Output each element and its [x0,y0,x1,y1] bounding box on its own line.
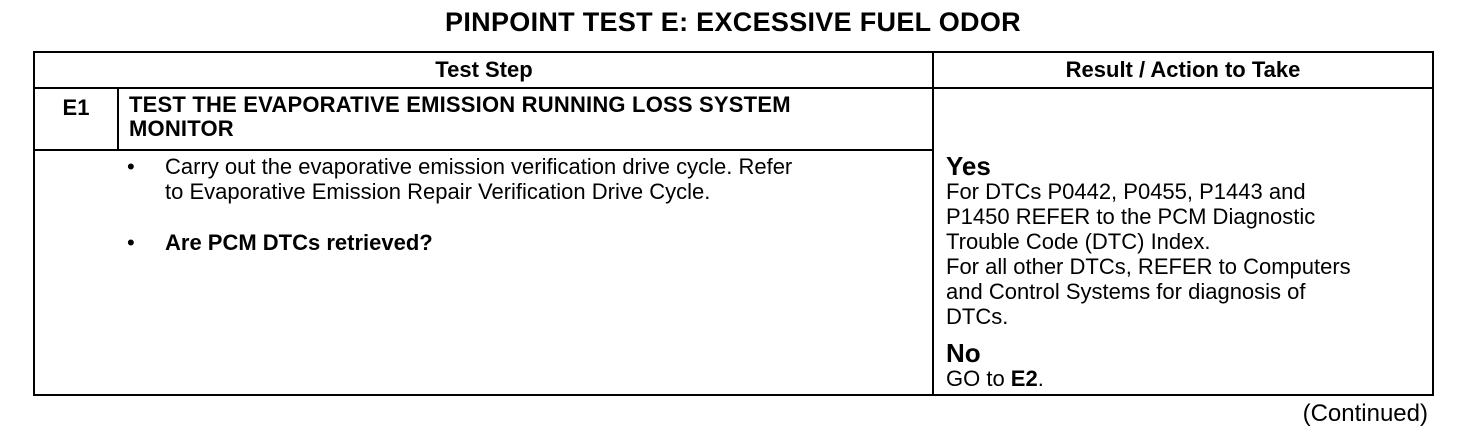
header-divider [35,87,1432,89]
step-title-line1: TEST THE EVAPORATIVE EMISSION RUNNING LOSS SYSTEM [129,92,791,117]
result-yes-line: Trouble Code (DTC) Index. [946,229,1211,254]
result-no [946,340,1430,391]
list-item-line1: Carry out the evaporative emission verification drive cycle. Refer [165,154,793,179]
list-item [127,230,927,256]
step-id: E1 [62,95,90,120]
result-yes-line: For DTCs P0442, P0455, P1443 and [946,179,1306,204]
bullet-icon: • [127,230,135,255]
result-no-action-prefix: GO to [946,366,1011,391]
step-title [129,93,929,141]
result-no-action-target: E2 [1010,366,1038,391]
result-no-action [946,366,1430,391]
list-item-question: Are PCM DTCs retrieved? [165,230,433,255]
result-yes-line: For all other DTCs, REFER to Computers [946,254,1351,279]
list-item [127,154,927,206]
list-item-text [165,154,925,204]
bullet-icon: • [127,154,135,179]
result-no-action-suffix: . [1037,366,1044,391]
result-yes [946,153,1430,329]
result-yes-line: P1450 REFER to the PCM Diagnostic [946,204,1316,229]
page-title: PINPOINT TEST E: EXCESSIVE FUEL ODOR [445,7,1021,37]
step-id-divider [117,88,119,150]
continued-label: (Continued) [1302,400,1428,427]
header-result-action: Result / Action to Take [1065,57,1301,82]
result-yes-line: DTCs. [946,304,1009,329]
result-yes-line: and Control Systems for diagnosis of [946,279,1306,304]
result-yes-label: Yes [946,151,991,181]
list-item-line2: to Evaporative Emission Repair Verification Drive Cycle. [165,179,711,204]
column-divider [932,53,934,394]
result-no-label: No [946,338,981,368]
step-title-line2: MONITOR [129,116,234,141]
pinpoint-test-table [33,51,1434,396]
header-test-step: Test Step [435,57,533,82]
step-title-divider [35,149,933,151]
